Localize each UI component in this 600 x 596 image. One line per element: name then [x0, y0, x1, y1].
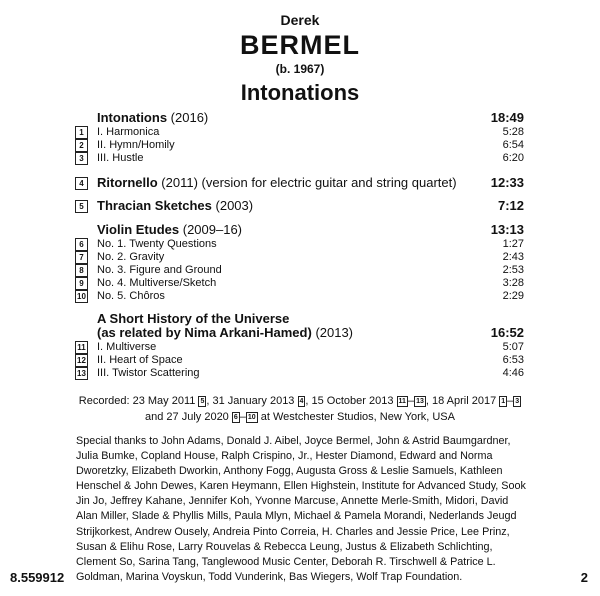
work-subtitle: (as related by Nima Arkani-Hamed) [97, 325, 312, 340]
work-name: Intonations [97, 110, 168, 125]
track-duration: 4:46 [502, 367, 524, 379]
composer-dates: (b. 1967) [275, 62, 325, 76]
work-title-violin-etudes [97, 222, 242, 237]
acknowledgements: Special thanks to John Adams, Donald J. Aibel, Joyce Bermel, John & Astrid Baumgardner, Julia Bumke, Copland House, Ralph Crispino, Jr., Hester Diamond, Edward and Norma Dworetzky, Elizabeth Dworkin, Anthony Fogg, Augusta Gross & Leslie Samuels, Kathleen Henschel & John Dewes, Karen Heymann, Ellen Highstein, Institute for Advanced Study, Sook Jin Jo, Jeffrey Kahane, Jennifer Koh, Yvonne Marcuse, Annette Merle-Smith, Midori, David Alan Miller, Slade & Phyllis Mills, Paula Mlyn, Michael & Pamela Morandi, Nederlands Jeugd Strijkorkest, Andrew Ousely, Andreia Pinto Correia, H. Charles and Jessie Price, Lee Prinz, Susan & Elihu Rose, Larry Rouvelas & Rebecca Leung, Justus & Elizabeth Schlichting, Clement So, Sarina Tang, Tanglewood Music Center, Deborah R. Tirschwell & Patrice L. Goldman, Marina Voyskun, Todd Vunderink, Bas Wiegers, Wolf Trap Foundation. [76, 435, 526, 583]
track-number: 6 [75, 238, 88, 251]
track-ref: 5 [200, 398, 205, 405]
track-number: 9 [75, 277, 88, 290]
track-ref: 11 [398, 398, 406, 405]
work-name: Ritornello [97, 175, 158, 190]
work-duration-violin-etudes: 13:13 [490, 222, 524, 237]
work-title-ritornello [97, 175, 457, 190]
recorded-text: at Westchester Studios, New York, USA [260, 411, 455, 423]
work-duration-short-history: 16:52 [490, 325, 524, 340]
track-number: 8 [75, 264, 88, 277]
track-title: No. 1. Twenty Questions [97, 238, 217, 250]
work-name: A Short History of the Universe [97, 311, 290, 326]
recorded-text: and 27 July 2020 [145, 411, 229, 423]
track-number: 13 [75, 367, 88, 380]
track-duration: 5:28 [502, 126, 524, 138]
track-title: No. 4. Multiverse/Sketch [97, 277, 217, 289]
work-name: Thracian Sketches [97, 198, 212, 213]
recorded-text: , 15 October 2013 [305, 395, 394, 407]
track-duration: 6:53 [502, 354, 524, 366]
track-ref: 10 [247, 414, 256, 421]
track-duration: 1:27 [502, 238, 524, 250]
track-duration: 6:20 [502, 152, 524, 164]
track-ref: 6 [233, 414, 238, 421]
work-title-intonations [97, 110, 208, 125]
work-year: (2009–16) [182, 222, 243, 237]
track-duration: 2:29 [502, 290, 524, 302]
work-duration-ritornello: 12:33 [490, 175, 524, 190]
work-duration-thracian-sketches: 7:12 [497, 198, 524, 213]
track-ref: 13 [416, 398, 424, 405]
range-dash: – [239, 411, 246, 423]
catalog-number: 8.559912 [10, 570, 65, 585]
track-title: II. Hymn/Homily [97, 139, 175, 151]
album-title: Intonations [240, 80, 360, 105]
track-title: No. 3. Figure and Ground [97, 264, 222, 276]
track-duration: 6:54 [502, 139, 524, 151]
track-title: III. Hustle [97, 152, 144, 164]
track-title: I. Multiverse [97, 341, 157, 353]
recorded-text: Recorded: 23 May 2011 [78, 395, 196, 407]
recording-info [0, 393, 600, 425]
work-name: Violin Etudes [97, 222, 180, 237]
track-number: 5 [75, 200, 88, 213]
track-ref: 3 [515, 398, 520, 405]
track-title: No. 2. Gravity [97, 251, 165, 263]
track-ref: 4 [299, 398, 304, 405]
work-title-short-history-line2 [97, 325, 353, 340]
track-title: I. Harmonica [97, 126, 160, 138]
work-duration-intonations: 18:49 [490, 110, 524, 125]
track-ref: 1 [501, 398, 506, 405]
recorded-text: , 31 January 2013 [206, 395, 295, 407]
composer-last-name: BERMEL [240, 30, 360, 60]
range-dash: – [507, 395, 514, 407]
track-number: 12 [75, 354, 88, 367]
work-title-thracian-sketches [97, 198, 253, 213]
recorded-text: , 18 April 2017 [425, 395, 497, 407]
track-duration: 3:28 [502, 277, 524, 289]
track-number: 3 [75, 152, 88, 165]
work-title-short-history-line1 [97, 311, 289, 326]
page-number: 2 [580, 570, 588, 585]
track-number: 1 [75, 126, 88, 139]
track-number: 10 [75, 290, 88, 303]
work-year: (2013) [315, 325, 354, 340]
track-duration: 5:07 [502, 341, 524, 353]
work-year: (2011) (version for electric guitar and string quartet) [161, 175, 457, 190]
composer-first-name: Derek [280, 12, 320, 28]
track-duration: 2:53 [502, 264, 524, 276]
track-number: 4 [75, 177, 88, 190]
track-number: 7 [75, 251, 88, 264]
work-year: (2003) [215, 198, 254, 213]
track-title: II. Heart of Space [97, 354, 183, 366]
track-duration: 2:43 [502, 251, 524, 263]
track-number: 11 [75, 341, 88, 354]
range-dash: – [407, 395, 415, 407]
track-title: III. Twistor Scattering [97, 367, 200, 379]
work-year: (2016) [170, 110, 209, 125]
track-number: 2 [75, 139, 88, 152]
track-title: No. 5. Chôros [97, 290, 165, 302]
